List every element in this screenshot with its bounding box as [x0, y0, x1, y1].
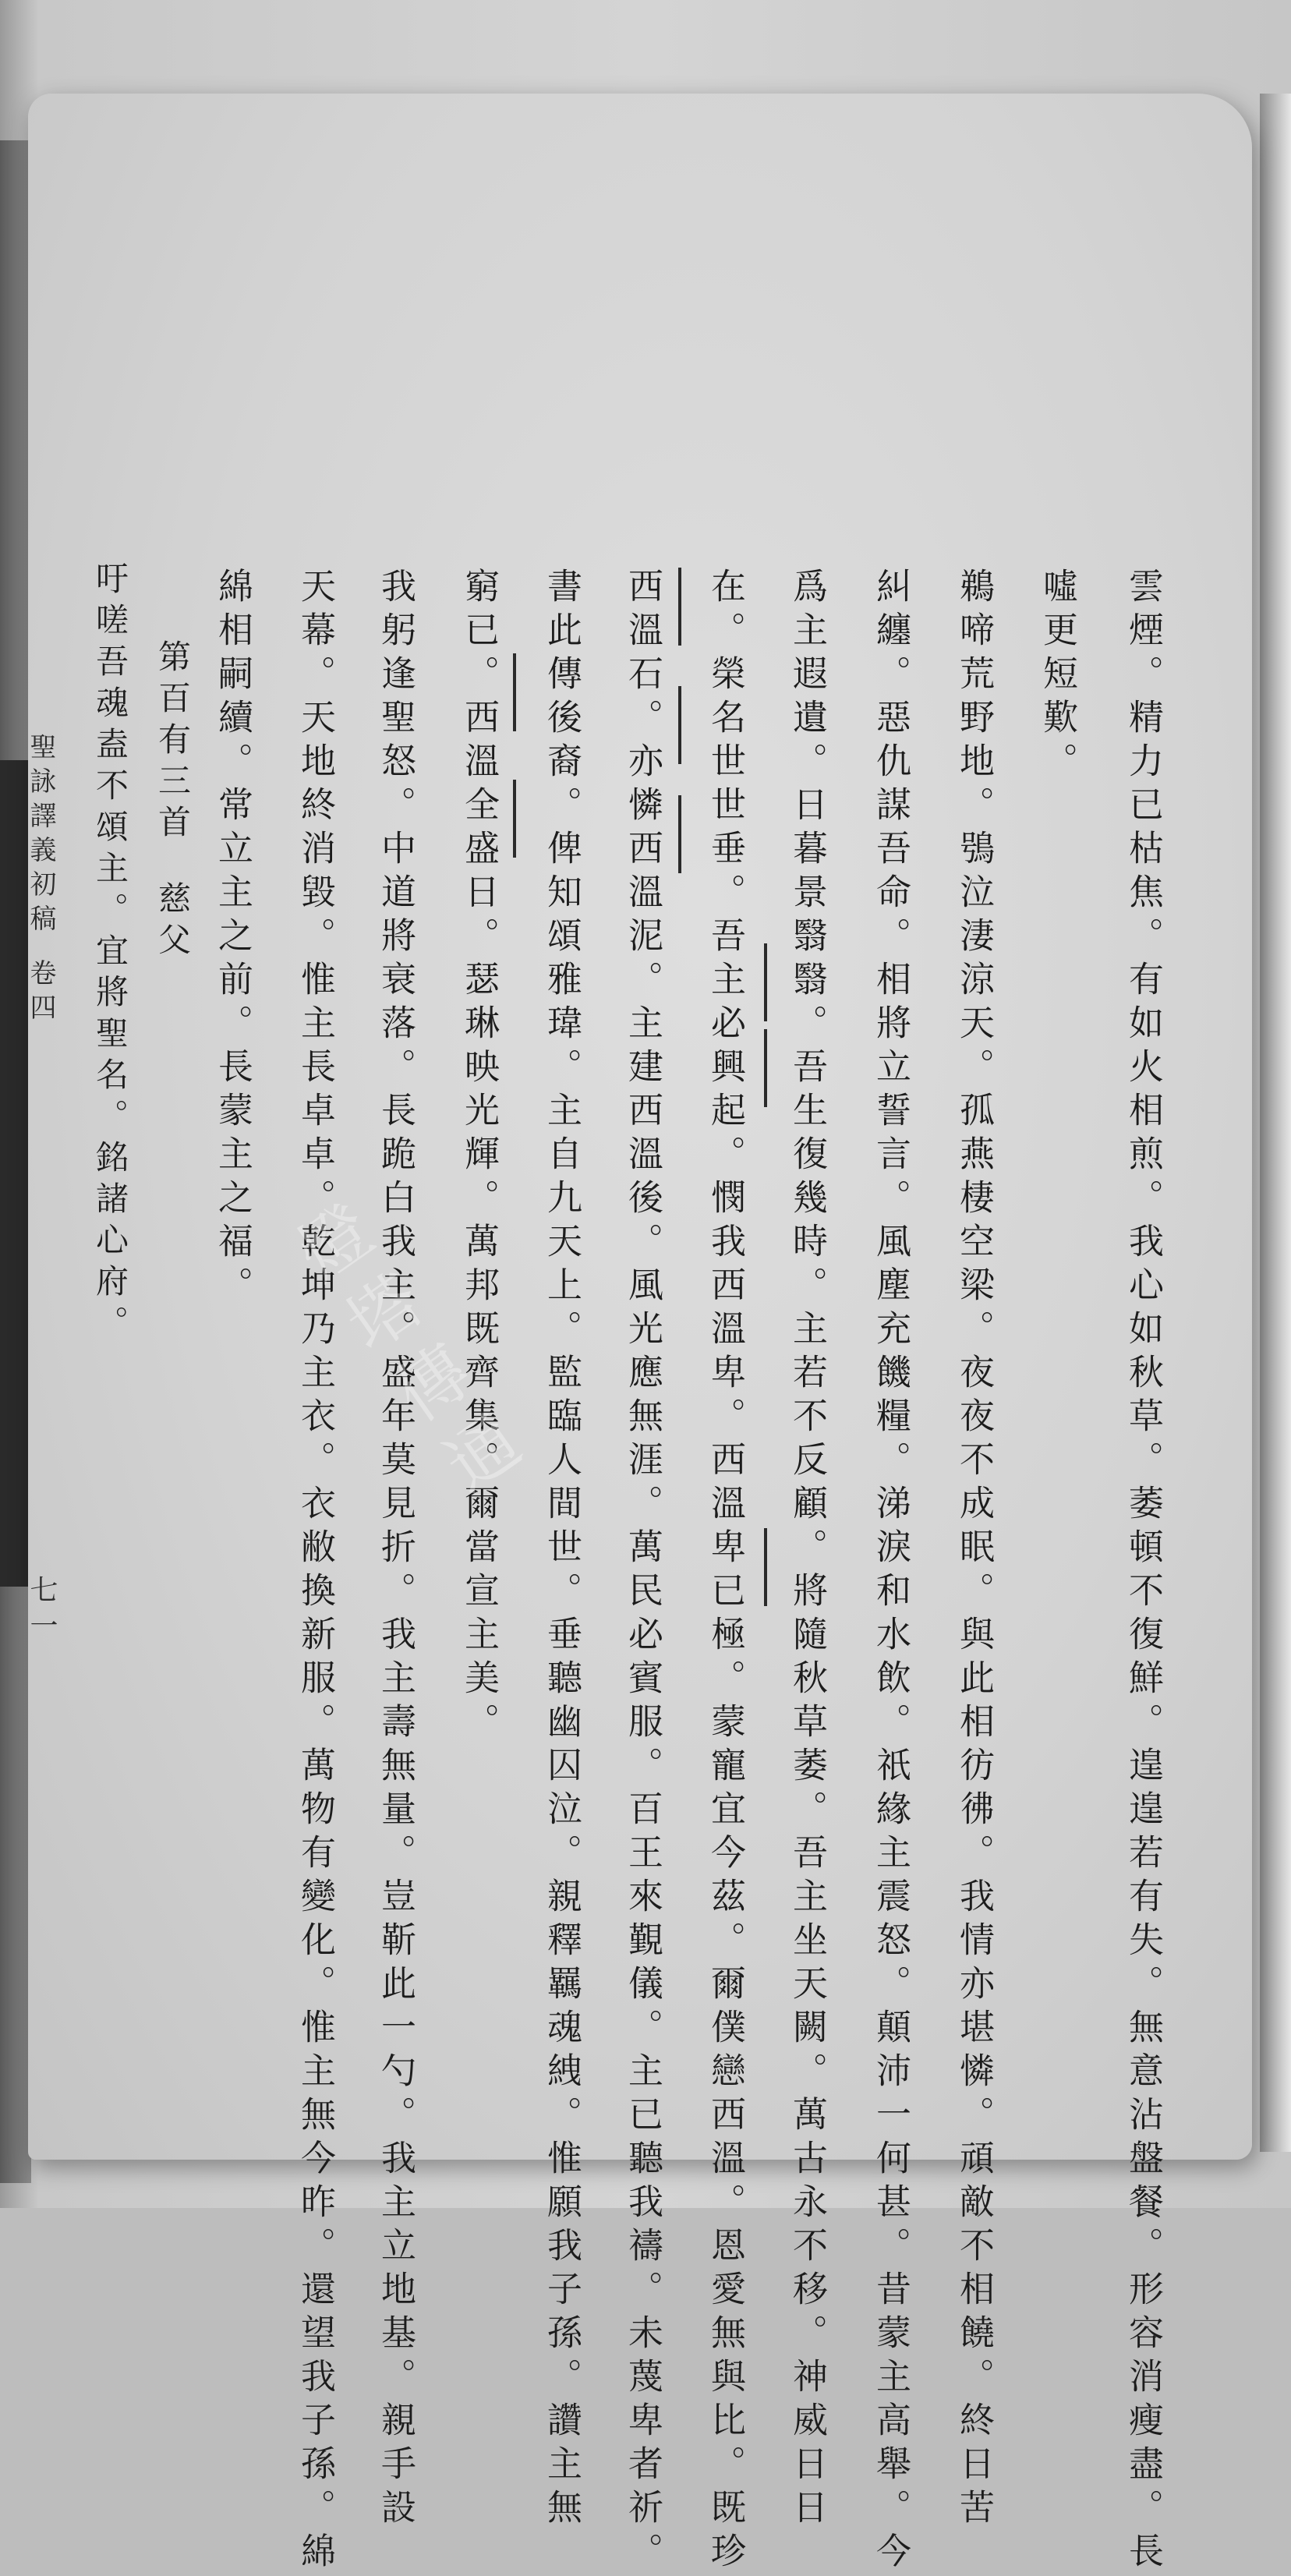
- text-column-5: 爲主遐遺。日暮景翳翳。吾生復幾時。主若不反顧。將隨秋草萎。吾主坐天闕。萬古永不移。神威日日: [787, 568, 828, 2532]
- proper-name-mark: [764, 1029, 767, 1107]
- watermark-stamp: 燈塔傳通: [274, 1192, 539, 1521]
- text-column-1: 雲煙。精力已枯焦。有如火相煎。我心如秋草。萎頓不復鮮。遑遑若有失。無意沾盤餐。形容消瘦盡。長: [1123, 568, 1164, 2576]
- text-column-6: 在。榮名世世垂。吾主必興起。憫我西溫卑。西溫卑已極。蒙寵宜今茲。爾僕戀西溫。恩愛無與比。既珍: [705, 568, 746, 2576]
- proper-name-mark: [678, 686, 681, 764]
- psalm-heading-subtitle: 慈父: [154, 881, 192, 964]
- text-column-3: 鵜啼荒野地。鴞泣淒涼天。孤燕棲空梁。夜夜不成眠。與此相彷彿。我情亦堪憐。頑敵不相饒。終日苦: [953, 568, 995, 2532]
- text-column-4: 糾纏。惡仇謀吾命。相將立誓言。風塵充饑糧。涕淚和水飲。祇緣主震怒。顛沛一何甚。昔蒙主高舉。今: [870, 568, 911, 2576]
- page-edge-right: [1260, 94, 1291, 2152]
- closing-line: 吁嗟吾魂盍不頌主。宜將聖名。銘諸心府。: [91, 561, 129, 1346]
- psalm-heading: 第百有三首: [154, 639, 192, 846]
- proper-name-mark: [764, 943, 767, 1021]
- book-page: [25, 94, 1252, 2576]
- footer-book-title: 聖詠譯義初稿: [25, 733, 56, 939]
- proper-name-mark: [513, 653, 516, 731]
- proper-name-mark: [764, 1528, 767, 1606]
- proper-name-mark: [678, 795, 681, 873]
- proper-name-mark: [513, 780, 516, 858]
- proper-name-mark: [678, 568, 681, 646]
- text-column-8: 書此傳後裔。俾知頌雅瑋。主自九天上。監臨人間世。垂聽幽囚泣。親釋羈魂絏。惟願我子孫。讚主無: [541, 568, 582, 2532]
- footer-volume: 卷四: [25, 959, 56, 1028]
- text-column-11: 天幕。天地終消毀。惟主長卓卓。乾坤乃主衣。衣敝換新服。萬物有變化。惟主無今昨。還望我子孫。綿: [295, 568, 336, 2576]
- page-number: 七一: [26, 1575, 58, 1647]
- text-column-9: 窮已。西溫全盛日。瑟琳映光輝。萬邦既齊集。爾當宣主美。: [458, 568, 500, 1746]
- text-column-10: 我躬逢聖怒。中道將衰落。長跪白我主。盛年莫見折。我主壽無量。豈靳此一勺。我主立地基。親手設: [375, 568, 416, 2532]
- text-column-12: 綿相嗣續。常立主之前。長蒙主之福。: [212, 568, 253, 1310]
- text-column-2: 噓更短歎。: [1037, 568, 1078, 786]
- text-column-7: 西溫石。亦憐西溫泥。主建西溫後。風光應無涯。萬民必賓服。百王來覲儀。主已聽我禱。未蔑卑者祈。: [622, 568, 663, 2576]
